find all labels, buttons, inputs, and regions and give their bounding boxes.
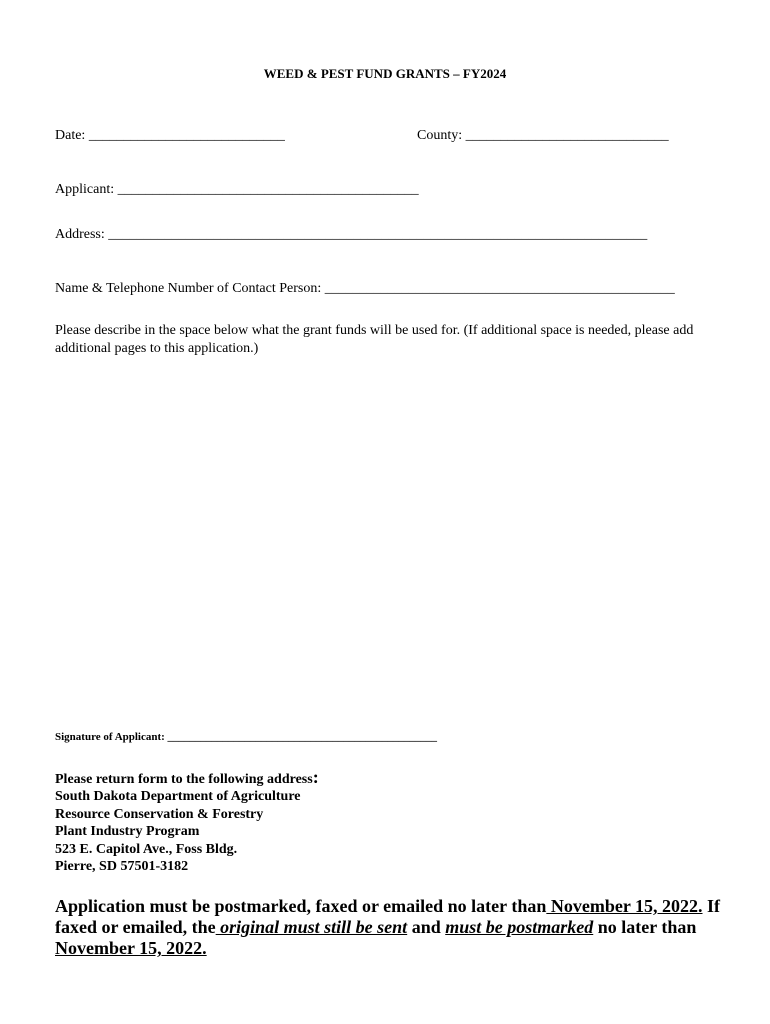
return-address-line: Pierre, SD 57501-3182 xyxy=(55,859,189,875)
form-title: WEED & PEST FUND GRANTS – FY2024 xyxy=(263,66,507,81)
return-address-block xyxy=(55,769,319,875)
applicant-field[interactable]: Applicant: ___________________________________________ xyxy=(55,182,419,197)
deadline-notice: Application must be postmarked, faxed or emailed no later than November 15, 2022. If faxed or emailed, the original must still be sent and must be postmarked no later than November 15, 2022. xyxy=(55,896,720,958)
deadline-date-repeat: November 15, 2022. xyxy=(55,938,207,958)
signature-line[interactable]: Signature of Applicant: _________________________________________________ xyxy=(55,731,438,743)
return-address-line: Resource Conservation & Forestry xyxy=(55,806,264,822)
date-field[interactable]: Date: ____________________________ xyxy=(55,128,285,143)
original-must-be-sent: original must still be sent xyxy=(215,917,408,937)
return-address-heading: Please return form to the following address: xyxy=(55,767,319,787)
return-address-line: South Dakota Department of Agriculture xyxy=(55,789,301,805)
contact-person-field[interactable]: Name & Telephone Number of Contact Person: __________________________________________________ xyxy=(55,281,675,296)
description-area[interactable] xyxy=(55,370,705,715)
address-field[interactable]: Address: _____________________________________________________________________________ xyxy=(55,227,648,242)
return-address-line: 523 E. Capitol Ave., Foss Bldg. xyxy=(55,841,238,857)
must-be-postmarked: must be postmarked xyxy=(445,917,594,937)
deadline-date: November 15, 2022. xyxy=(546,896,703,916)
county-field[interactable]: County: _____________________________ xyxy=(417,128,669,143)
description-prompt: Please describe in the space below what the grant funds will be used for. (If additional space is needed, please add additional pages to this application.) xyxy=(55,323,694,356)
return-address-line: Plant Industry Program xyxy=(55,824,200,840)
